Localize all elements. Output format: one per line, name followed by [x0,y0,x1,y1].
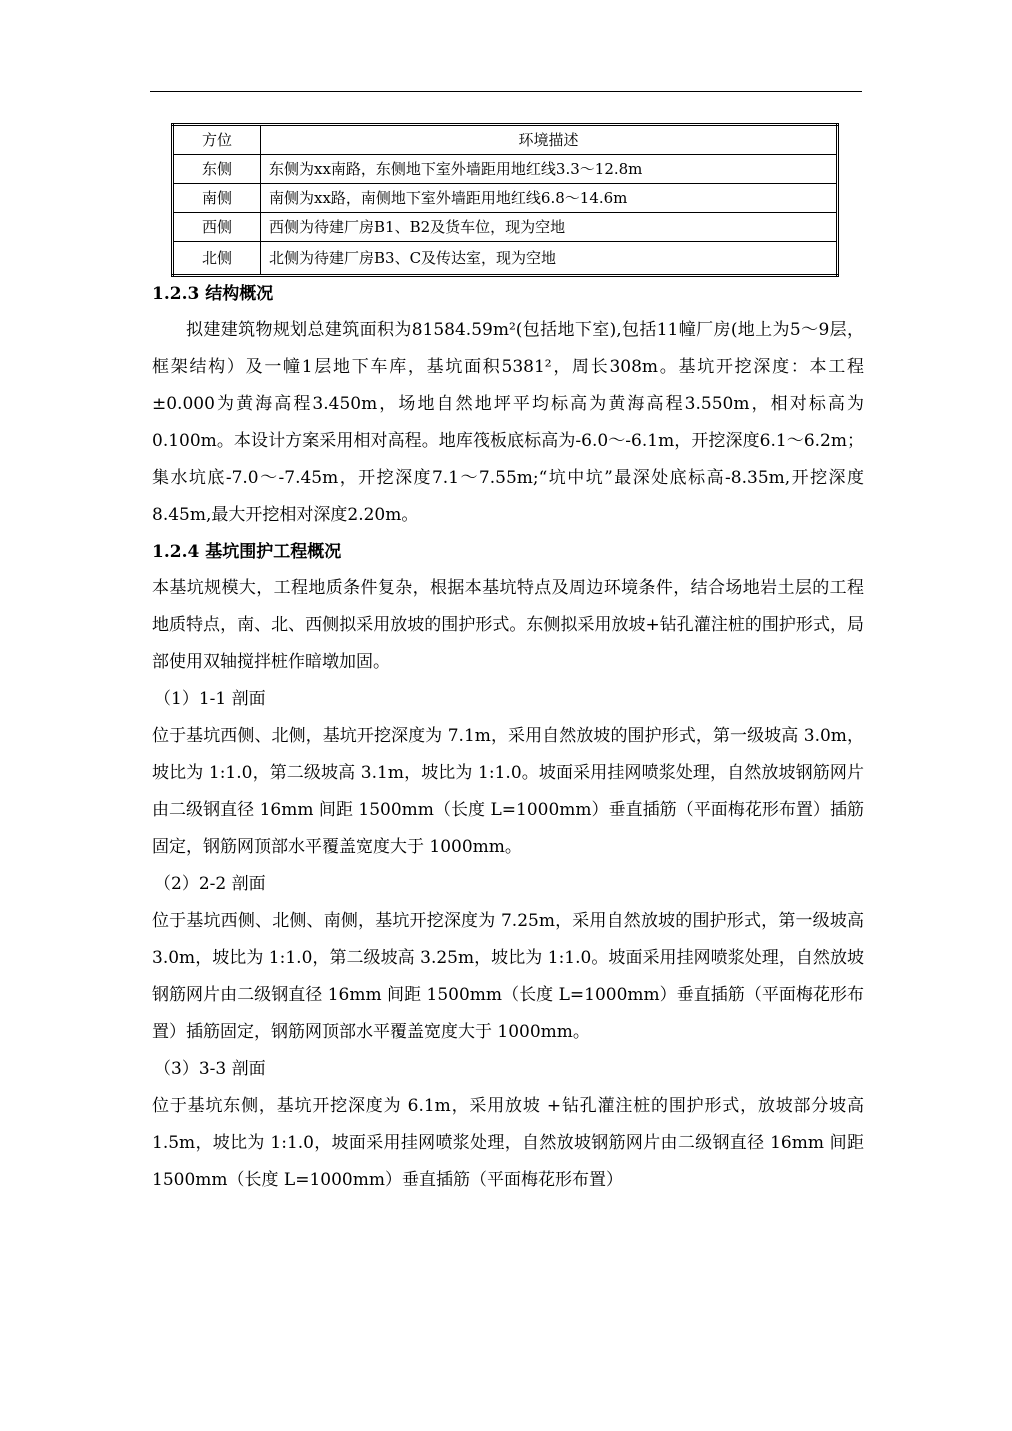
profile-label-1-1: （1）1-1 剖面 [154,689,266,709]
row-direction: 东侧 [173,155,261,184]
profile-text-2-2: 位于基坑西侧、北侧、南侧，基坑开挖深度为 7.25m，采用自然放坡的围护形式，第一级坡高 3.0m，坡比为 1:1.0，第二级坡高 3.25m，坡比为 1:1.0。坡面采用挂网喷浆处理，自然放坡钢筋网片由二级钢直径 16mm 间距 1500mm（长度 L=1000mm）垂直插筋（平面梅花形布置）插筋固定，钢筋网顶部水平覆盖宽度大于 1000mm。 [152,911,864,1042]
retaining-intro-paragraph: 本基坑规模大，工程地质条件复杂，根据本基坑特点及周边环境条件，结合场地岩土层的工程地质特点，南、北、西侧拟采用放坡的围护形式。东侧拟采用放坡+钻孔灌注桩的围护形式，局部使用双轴搅拌桩作暗墩加固。 [152,578,864,672]
profile-text-1-1: 位于基坑西侧、北侧，基坑开挖深度为 7.1m，采用自然放坡的围护形式，第一级坡高 3.0m，坡比为 1:1.0，第二级坡高 3.1m，坡比为 1:1.0。坡面采用挂网喷浆处理，自然放坡钢筋网片由二级钢直径 16mm 间距 1500mm（长度 L=1000mm）垂直插筋（平面梅花形布置）插筋固定，钢筋网顶部水平覆盖宽度大于 1000mm。 [152,726,864,857]
header-description: 环境描述 [261,125,838,155]
table-row [173,213,838,242]
row-direction: 南侧 [173,184,261,213]
table-row [173,184,838,213]
row-description: 北侧为待建厂房B3、C及传达室，现为空地 [261,242,838,276]
row-direction: 西侧 [173,213,261,242]
section-heading-retaining: 1.2.4 基坑围护工程概况 [152,542,342,562]
profile-label-3-3: （3）3-3 剖面 [154,1059,266,1079]
document-body [152,276,864,1199]
table-row [173,242,838,276]
table-row [173,155,838,184]
profile-label-2-2: （2）2-2 剖面 [154,874,266,894]
row-direction: 北侧 [173,242,261,276]
environment-table [171,123,839,277]
header-direction: 方位 [173,125,261,155]
structure-paragraph: 拟建建筑物规划总建筑面积为81584.59m²(包括地下室),包括11幢厂房(地上为5～9层，框架结构）及一幢1层地下车库，基坑面积5381²，周长308m。基坑开挖深度：本工程±0.000为黄海高程3.450m，场地自然地坪平均标高为黄海高程3.550m，相对标高为0.100m。本设计方案采用相对高程。地库筏板底标高为-6.0～-6.1m，开挖深度6.1～6.2m；集水坑底-7.0～-7.45m，开挖深度7.1～7.55m;“坑中坑”最深处底标高-8.35m,开挖深度8.45m,最大开挖相对深度2.20m。 [152,320,864,525]
page-header-rule [150,91,862,92]
section-heading-structure: 1.2.3 结构概况 [152,284,274,304]
row-description: 西侧为待建厂房B1、B2及货车位，现为空地 [261,213,838,242]
table-header-row [173,125,838,155]
row-description: 南侧为xx路，南侧地下室外墙距用地红线6.8～14.6m [261,184,838,213]
profile-text-3-3: 位于基坑东侧，基坑开挖深度为 6.1m，采用放坡 +钻孔灌注桩的围护形式，放坡部分坡高 1.5m，坡比为 1:1.0，坡面采用挂网喷浆处理，自然放坡钢筋网片由二级钢直径 16mm 间距 1500mm（长度 L=1000mm）垂直插筋（平面梅花形布置） [152,1096,864,1190]
row-description: 东侧为xx南路，东侧地下室外墙距用地红线3.3～12.8m [261,155,838,184]
